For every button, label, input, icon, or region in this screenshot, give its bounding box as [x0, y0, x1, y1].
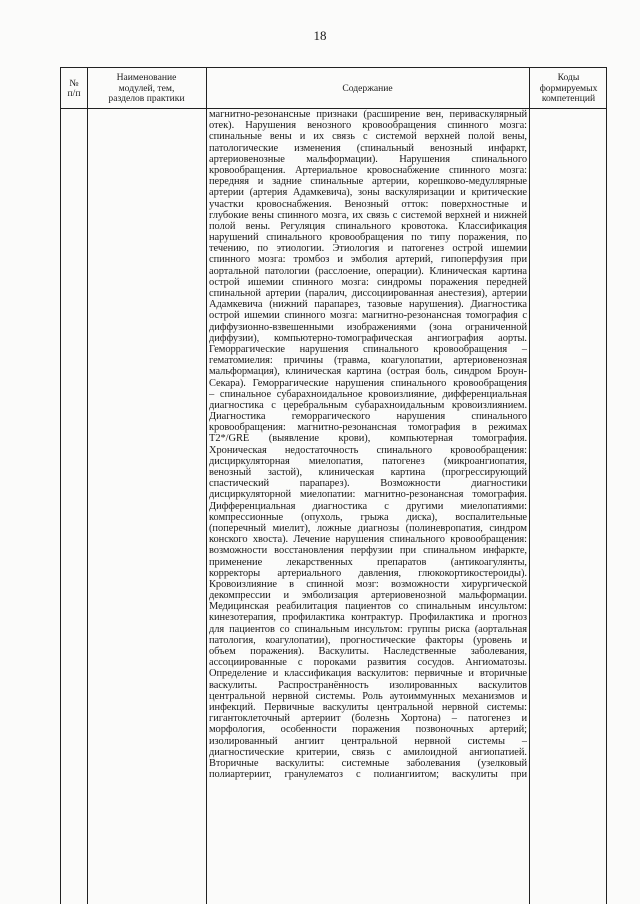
content-line: Медицинская реабилитация пациентов со спинальным инсультом: — [209, 601, 527, 613]
curriculum-table — [60, 67, 607, 904]
column-divider — [529, 68, 530, 904]
content-line: Геморрагические нарушения спинального кровообращения – — [209, 343, 527, 355]
content-line: Кровоизлияние в спинной мозг: возможности хирургической — [209, 578, 527, 590]
content-line: острой ишемии спинного мозга: магнитно-резонансная томография с — [209, 310, 527, 322]
content-line: диффузии), компьютерно-томографическая ангиография аорты. — [209, 332, 527, 344]
content-line: объем поражения). Васкулиты. Наследственные заболевания, — [209, 646, 527, 657]
content-line: корректоры артериального давления, глюкокортикостероиды). — [209, 567, 527, 579]
content-line: Вторичные васкулиты: системные заболевания (узелковый — [209, 757, 527, 769]
content-line: морфология, особенности поражения позвоночных артерий; — [209, 724, 527, 736]
content-line: Хроническая недостаточность спинального кровообращения: — [209, 444, 527, 456]
column-divider — [87, 68, 88, 904]
content-line: Дифференциальная диагностика с другими миелопатиями: — [209, 500, 527, 512]
content-line: диагностика с церебральным субарахноидальным кровоизлиянием. — [209, 399, 527, 411]
content-line: мальформация), клиническая картина (острая боль, синдром Броун- — [209, 366, 527, 378]
content-line: васкулиты. Распространённость изолированных васкулитов — [209, 679, 527, 691]
content-line: диффузионно-взвешенными изображениями (зона ограниченной — [209, 321, 527, 333]
content-line: T2*/GRE (выявление крови), компьютерная томография. — [209, 433, 527, 445]
content-line: ассоциированные с пороками развития сосудов. Ангиоматозы. — [209, 657, 527, 669]
content-line: для пациентов со спинальным инсультом: группы риска (аортальная — [209, 623, 527, 635]
content-line: течению, по этиологии. Этиология и патогенез острой ишемии — [209, 243, 527, 255]
header-number: № п/п — [67, 77, 81, 99]
content-line: патология, коагулопатии), прогностические факторы (уровень и — [209, 634, 527, 646]
content-line: глубокие вены спинного мозга, их связь с системой верхней и нижней — [209, 209, 527, 221]
content-line: артериовенозные мальформации). Нарушения спинального — [209, 153, 527, 165]
content-line: участки кровоснабжения. Венозный отток: поверхностные и — [209, 198, 527, 210]
content-line: дисциркуляторной миелопатии: магнитно-резонансная томография. — [209, 489, 527, 501]
content-line: гематомиелия: причины (травма, коагулопатии, артериовенозная — [209, 355, 527, 367]
content-line: отек). Нарушения венозного кровообращения спинного мозга: — [209, 120, 527, 132]
content-line: артерии (артерия Адамкевича), зоны васкуляризации и критические — [209, 187, 527, 199]
content-line: патологические изменения (спинальный венозный инфаркт, — [209, 142, 527, 154]
content-line: дисциркуляторная миелопатия, патогенез (микроангиопатия, — [209, 455, 527, 467]
content-line: спинальной артерии (паралич, диссоциированная анестезия), артерии — [209, 288, 527, 299]
column-divider — [206, 68, 207, 904]
content-text — [209, 109, 527, 780]
content-line: применение лекарственных препаратов (антикоагулянты, — [209, 556, 527, 568]
content-line: компрессионные (опухоль, грыжа диска), воспалительные — [209, 511, 527, 523]
content-line: изолированный ангиит центральной нервной системы – — [209, 735, 527, 747]
content-line: спинальные вены и их связь с системой верхней полой вены, — [209, 131, 527, 143]
content-line: кровообращения: магнитно-резонансная томография в режимах — [209, 422, 527, 434]
content-line: полой вены. Регуляция спинального кровотока. Классификация — [209, 220, 527, 232]
content-line: Секара). Геморрагические нарушения спинального кровообращения — [209, 377, 527, 389]
content-line: конского хвоста). Лечение нарушения спинального кровообращения: — [209, 534, 527, 546]
header-module-name: Наименование модулей, тем, разделов практики — [108, 72, 185, 105]
content-line: центральной нервной системы. Роль аутоиммунных механизмов и — [209, 690, 527, 702]
content-line: декомпрессии и эмболизация артериовенозной мальформации. — [209, 590, 527, 602]
header-content: Содержание — [342, 82, 393, 94]
content-line: спастический парапарез). Возможности диагностики — [209, 478, 527, 490]
content-line: диагностические критерии, связь с амилоидной ангиопатией. — [209, 746, 527, 758]
content-line: аортальной патологии (расслоение, операции). Клиническая картина — [209, 265, 527, 277]
content-line: инфекций. Первичные васкулиты центральной нервной системы: — [209, 701, 527, 713]
content-line: (поперечный миелит), ложные диагнозы (полиневропатия, синдром — [209, 522, 527, 534]
content-line: передняя и задние спинальные артерии, корешково-медуллярные — [209, 176, 527, 188]
content-line: нарушений спинального кровообращения по типу поражения, по — [209, 232, 527, 244]
content-line: острой ишемии спинного мозга: синдромы поражения передней — [209, 276, 527, 288]
content-line: – спинальное субарахноидальное кровоизлияние, дифференциальная — [209, 388, 527, 400]
content-line: Определение и классификация васкулитов: первичные и вторичные — [209, 668, 527, 680]
content-line: полиартериит, гранулематоз с полиангиитом; васкулиты при — [209, 769, 527, 781]
content-line: кинезотерапия, профилактика контрактур. Профилактика и прогноз — [209, 612, 527, 624]
content-line: гигантоклеточный артериит (болезнь Хортона) – патогенез и — [209, 713, 527, 725]
content-line: Адамкевича (нижний парапарез, тазовые нарушения). Диагностика — [209, 299, 527, 311]
content-line: кровообращения. Артериальное кровоснабжение спинного мозга: — [209, 164, 527, 176]
content-line: Диагностика геморрагического нарушения спинального — [209, 411, 527, 423]
header-competency-codes: Коды формируемых компетенций — [539, 72, 598, 105]
content-line: магнитно-резонансные признаки (расширение вен, периваскулярный — [209, 109, 527, 120]
content-line: возможности восстановления перфузии при спинальном инфаркте, — [209, 545, 527, 557]
content-line: спинного мозга: тромбоз и эмболия артерий, гипоперфузия при — [209, 254, 527, 266]
page-number: 18 — [313, 28, 327, 43]
content-line: венозный застой), клиническая картина (прогрессирующий — [209, 467, 527, 478]
